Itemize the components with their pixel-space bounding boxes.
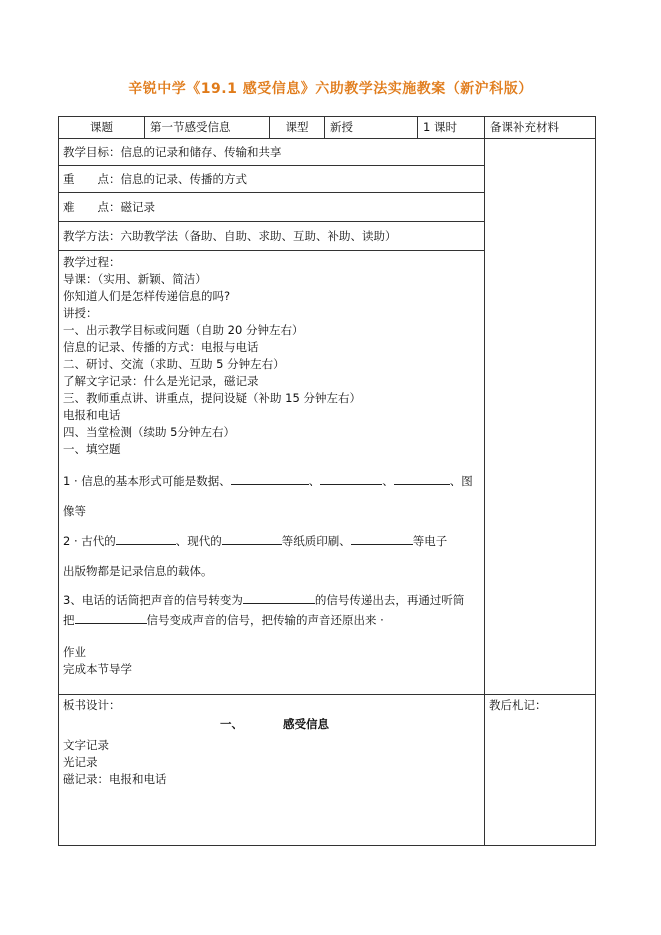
question-2-cont: 出版物都是记录信息的载体。 [63, 564, 213, 578]
process-line: 讲授： [63, 306, 98, 320]
board-item: 磁记录：电报和电话 [63, 772, 167, 786]
process-line: 你知道人们是怎样传递信息的吗? [63, 289, 231, 303]
reflection-label: 教后札记： [489, 698, 547, 712]
process-line: 导课：（实用、新颖、简洁） [63, 272, 207, 286]
supplement-label: 备课补充材料 [485, 117, 596, 139]
process-line: 三、教师重点讲、讲重点，提问设疑（补助 15 分钟左右） [63, 391, 361, 405]
lesson-plan-table [58, 116, 596, 846]
process-line: 教学过程： [63, 255, 121, 269]
question-2: 2 · 古代的 、现代的 等纸质印刷、 等电子 [63, 534, 448, 548]
question-1-cont: 像等 [63, 504, 86, 518]
teaching-objective: 教学目标：信息的记录和储存、传输和共享 [59, 139, 485, 166]
process-line: 一、填空题 [63, 442, 121, 456]
answer-blank[interactable] [394, 473, 450, 485]
difficulty: 难 点：磁记录 [59, 193, 485, 222]
board-item: 文字记录 [63, 738, 109, 752]
lesson-label: 课题 [59, 117, 145, 139]
answer-blank[interactable] [231, 473, 309, 485]
board-label: 板书设计： [63, 698, 121, 712]
homework-content: 完成本节导学 [63, 662, 132, 676]
question-1: 1 · 信息的基本形式可能是数据、 、 、 、图 [63, 474, 473, 488]
lesson-type-label: 课型 [270, 117, 325, 139]
lesson-type: 新授 [325, 117, 418, 139]
process-line: 四、当堂检测（续助 5分钟左右） [63, 425, 235, 439]
board-heading: 一、 感受信息 [220, 717, 329, 731]
board-item: 光记录 [63, 755, 98, 769]
supplement-cell [485, 139, 596, 695]
process-line: 二、研讨、交流（求助、互助 5 分钟左右） [63, 357, 285, 371]
answer-blank[interactable] [222, 533, 282, 545]
question-3: 3、电话的话筒把声音的信号转变为 的信号传递出去，再通过听筒 把 信号变成声音的信号，把传输的声音还原出来 · [63, 593, 465, 627]
homework-label: 作业 [63, 645, 86, 659]
answer-blank[interactable] [243, 592, 315, 604]
document-title: 辛锐中学《19.1 感受信息》六助教学法实施教案（新沪科版） [128, 81, 533, 97]
lesson-hours: 1 课时 [418, 117, 485, 139]
answer-blank[interactable] [75, 612, 147, 624]
teaching-process-cell [59, 251, 485, 695]
board-design-cell [59, 695, 485, 846]
answer-blank[interactable] [351, 533, 413, 545]
lesson-name: 第一节感受信息 [145, 117, 270, 139]
teaching-method: 教学方法：六助教学法（备助、自助、求助、互助、补助、读助） [59, 222, 485, 251]
process-line: 电报和电话 [63, 408, 121, 422]
process-line: 了解文字记录：什么是光记录，磁记录 [63, 374, 259, 388]
answer-blank[interactable] [116, 533, 176, 545]
key-point: 重 点：信息的记录、传播的方式 [59, 166, 485, 193]
reflection-cell [485, 695, 596, 846]
answer-blank[interactable] [320, 473, 382, 485]
header-row [59, 117, 596, 139]
process-line: 信息的记录、传播的方式：电报与电话 [63, 340, 259, 354]
process-line: 一、出示教学目标或问题（自助 20 分钟左右） [63, 323, 304, 337]
